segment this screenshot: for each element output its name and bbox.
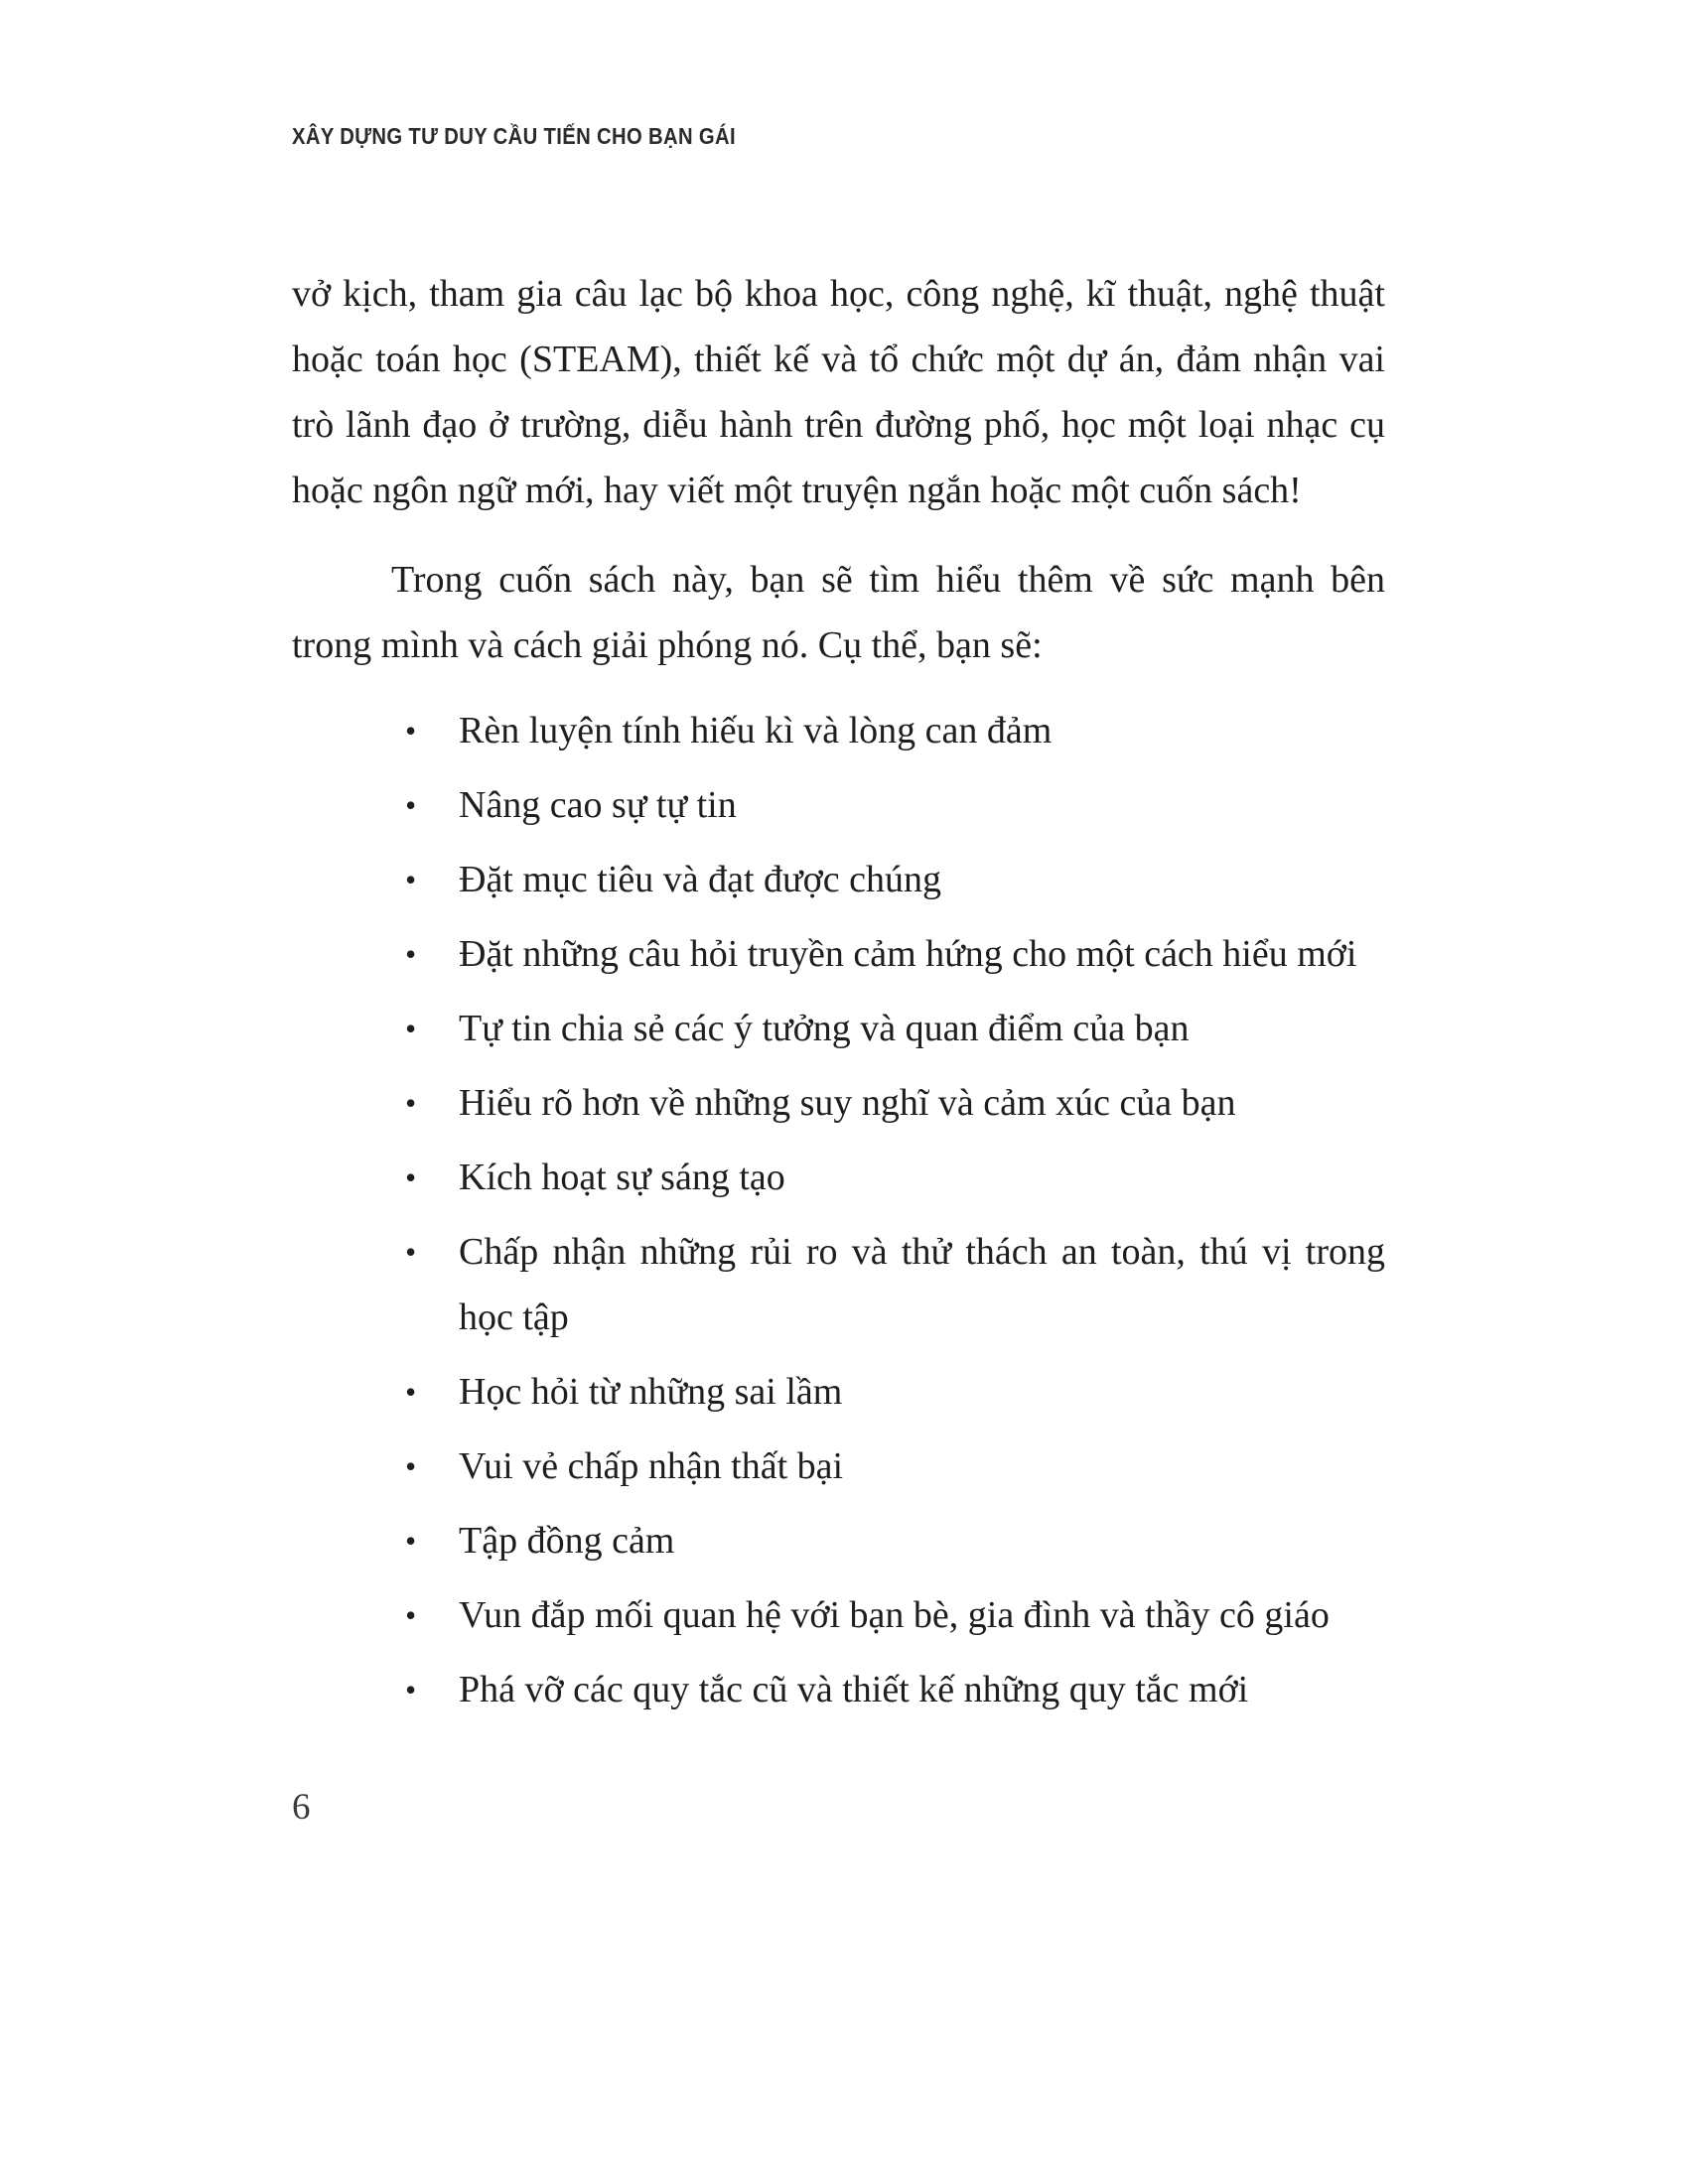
bullet-text: Đặt mục tiêu và đạt được chúng <box>459 859 941 900</box>
bullet-item <box>401 1657 1385 1722</box>
bullet-text: Phá vỡ các quy tắc cũ và thiết kế những quy tắc mới <box>459 1669 1249 1710</box>
bullet-dot-icon: • <box>405 1374 417 1410</box>
bullet-text: Vun đắp mối quan hệ với bạn bè, gia đình và thầy cô giáo <box>459 1594 1330 1636</box>
paragraph-intro: Trong cuốn sách này, bạn sẽ tìm hiểu thêm về sức mạnh bên trong mình và cách giải phóng nó. Cụ thể, bạn sẽ: <box>292 559 1385 666</box>
bullet-dot-icon: • <box>405 787 417 823</box>
bullet-text: Hiểu rõ hơn về những suy nghĩ và cảm xúc của bạn <box>459 1082 1236 1124</box>
paragraph-continued: vở kịch, tham gia câu lạc bộ khoa học, công nghệ, kĩ thuật, nghệ thuật hoặc toán học (STEAM), thiết kế và tổ chức một dự án, đảm nhận vai trò lãnh đạo ở trường, diễu hành trên đường phố, học một loại nhạc cụ hoặc ngôn ngữ mới, hay viết một truyện ngắn hoặc một cuốn sách! <box>292 273 1385 511</box>
bullet-text: Vui vẻ chấp nhận thất bại <box>459 1445 844 1487</box>
bullet-item <box>401 1508 1385 1573</box>
bullet-text: Nâng cao sự tự tin <box>459 784 737 826</box>
bullet-text: Tự tin chia sẻ các ý tưởng và quan điểm của bạn <box>459 1008 1190 1049</box>
bullet-text: Chấp nhận những rủi ro và thử thách an toàn, thú vị trong học tập <box>459 1231 1385 1338</box>
bullet-text: Kích hoạt sự sáng tạo <box>459 1157 785 1198</box>
bullet-dot-icon: • <box>405 862 417 897</box>
bullet-item <box>401 921 1385 987</box>
bullet-item <box>401 1219 1385 1350</box>
bullet-dot-icon: • <box>405 1234 417 1270</box>
bullet-dot-icon: • <box>405 1011 417 1046</box>
bullet-item <box>401 1359 1385 1425</box>
bullet-item <box>401 996 1385 1061</box>
bullet-dot-icon: • <box>405 1597 417 1633</box>
page-content <box>292 261 1385 1722</box>
bullet-dot-icon: • <box>405 1085 417 1121</box>
bullet-dot-icon: • <box>405 1523 417 1559</box>
page-number: 6 <box>292 1787 311 1828</box>
bullet-item <box>401 847 1385 912</box>
bullet-text: Rèn luyện tính hiếu kì và lòng can đảm <box>459 710 1053 751</box>
bullet-list <box>292 698 1385 1722</box>
bullet-text: Học hỏi từ những sai lầm <box>459 1371 843 1413</box>
page-footer <box>292 1786 1385 1830</box>
bullet-item <box>401 1582 1385 1648</box>
bullet-dot-icon: • <box>405 1160 417 1195</box>
bullet-text: Đặt những câu hỏi truyền cảm hứng cho một cách hiểu mới <box>459 933 1357 975</box>
bullet-item <box>401 1070 1385 1136</box>
bullet-item <box>401 1433 1385 1499</box>
bullet-text: Tập đồng cảm <box>459 1520 675 1562</box>
bullet-dot-icon: • <box>405 1448 417 1484</box>
bullet-dot-icon: • <box>405 936 417 972</box>
running-header: XÂY DỰNG TƯ DUY CẦU TIẾN CHO BẠN GÁI <box>292 123 736 149</box>
bullet-dot-icon: • <box>405 1672 417 1707</box>
bullet-item <box>401 1145 1385 1210</box>
bullet-item <box>401 698 1385 763</box>
bullet-item <box>401 772 1385 838</box>
bullet-dot-icon: • <box>405 713 417 749</box>
